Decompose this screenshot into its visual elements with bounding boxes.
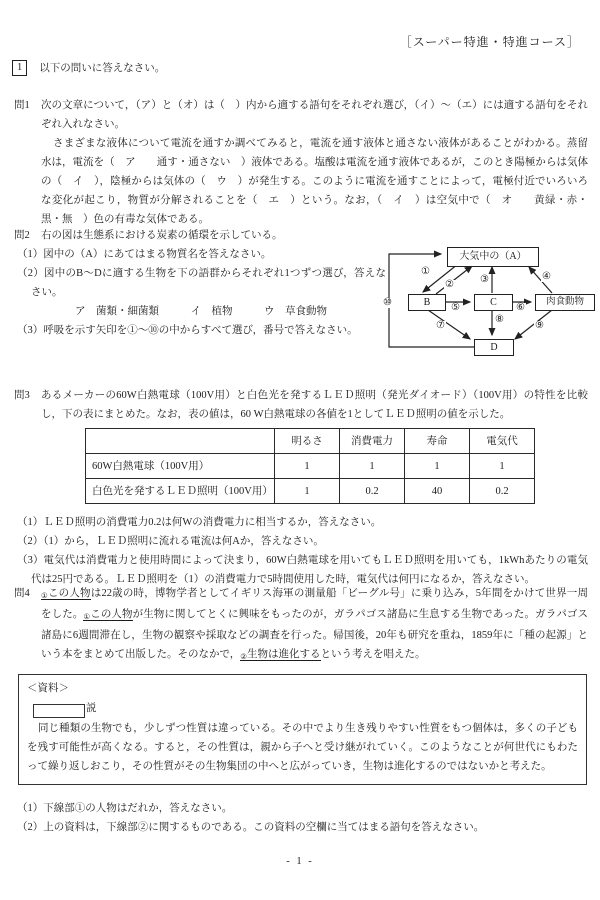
carbon-cycle-diagram [376,243,596,378]
arrow-number-8: ⑧ [495,314,504,325]
course-label: ［スーパー特進・特進コース］ [399,35,580,49]
underlined-phrase-1 [41,588,91,600]
row-label-incandescent: 60W白熱電球（100V用） [86,454,275,479]
question-3-prompt: あるメーカーの60W白熱電球（100V用）と白色光を発するＬＥＤ照明（発光ダイオード）（100V用）の特性を比較し，下の表にまとめた。なお，表の値は，60 W白熱電球の各値を1としてＬＥＤ照明の値を示した。 [41,390,588,420]
paragraph-text: という考えを唱えた。 [320,649,426,660]
question-2-item-2: （2）図中のB～Dに適する生物を下の語群からそれぞれ1つずつ選び，答えなさい。 [17,268,386,298]
question-2-prompt: 右の図は生態系における炭素の循環を示している。 [41,230,283,241]
answer-blank-box [33,704,85,718]
cell-value: 1 [275,479,340,504]
diagram-box-carnivore [535,294,595,311]
underline-marker-1b: ① [83,612,91,621]
table-header-row [86,429,535,454]
reference-body: 同じ種類の生物でも，少しずつ性質は違っている。その中でより生き残りやすい性質をもつ個体は，多くの子どもを残す可能性が高くなる。すると，その性質は，親から子へと受け継がれていく。このようなことが何世代にもわたって繰り返しおこり，その性質がその生物集団の中へと広がっていき，生物は進化するのではないかと考えた。 [27,723,578,772]
arrow-number-2: ② [445,279,454,290]
header-cell-power: 消費電力 [340,429,405,454]
arrow-number-3: ③ [480,274,489,285]
underlined-phrase-1b [83,609,132,621]
question-4-label: 問4 [14,588,30,599]
arrow-number-9: ⑨ [535,320,544,331]
question-2-label: 問2 [14,230,30,241]
cell-value: 40 [405,479,470,504]
question-4 [14,584,588,837]
diagram-box-atmosphere [447,247,539,267]
diagram-box-b-label: B [423,296,431,308]
question-4-item-1: （1）下線部①の人物はだれか，答えなさい。 [17,803,233,814]
row-label-led: 白色光を発するＬＥＤ照明（100V用） [86,479,275,504]
arrow-number-5: ⑤ [451,302,460,313]
cell-value: 0.2 [470,479,535,504]
underline-marker-2: ② [240,652,248,661]
arrow-number-10: ⑩ [383,297,392,308]
header-cell-cost: 電気代 [470,429,535,454]
diagram-box-c [474,294,513,311]
arrow-number-6: ⑥ [516,302,525,313]
question-4-paragraph [41,584,588,666]
question-1-passage: さまざまな液体について電流を通すか調べてみると，電流を通す液体と通さない液体があることがわかる。蒸留水は，電流を（ ア 通す・通さない ）液体である。塩酸は電流を通す液体であるが，このとき陽極からは気体の（ イ ），陰極からは気体の（ ウ ）が発生する。このように電流を通すことによって，電極付近でいろいろな変化が起こり，物質が分解されることを（ エ ）という。なお，（ イ ）は空気中で（ オ 黄緑・赤・黒・無 ）色の有毒な気体である。 [41,138,588,225]
blank-suffix: 説 [86,703,97,714]
underlined-text: 生物は進化する [247,649,321,660]
paragraph-text: は22歳の時，博物学者としてイギリス海軍の測量船「ビーグル号」に乗り込み，5年間をかけて世界一周をした。 [41,588,588,620]
cell-value: 1 [275,454,340,479]
question-3-label: 問3 [14,390,30,401]
underlined-phrase-2 [240,649,320,661]
question-1-prompt: 次の文章について，（ア）と（オ）は（ ）内から適する語句をそれぞれ選び，（イ）～（エ）には適する語句をそれぞれ入れなさい。 [41,100,588,130]
cell-value: 1 [340,454,405,479]
cell-value: 1 [470,454,535,479]
diagram-box-b [408,294,446,311]
section-1-heading [12,59,165,78]
cell-value: 1 [405,454,470,479]
question-3 [14,386,588,589]
question-2 [14,226,386,340]
diagram-box-c-label: C [490,296,497,308]
question-2-item-3: （3）呼吸を示す矢印を①～⑩の中からすべて選び，番号で答えなさい。 [17,325,358,336]
question-2-item-1: （1）図中の（A）にあてはまる物質名を答えなさい。 [17,249,272,260]
section-instruction: 以下の問いに答えなさい。 [39,63,166,74]
reference-title: ＜資料＞ [27,683,69,694]
question-4-item-2: （2）上の資料は，下線部②に関するものである。この資料の空欄に当てはまる語句を答えなさい。 [17,822,485,833]
question-1-label: 問1 [14,100,30,111]
question-3-item-1: （1）ＬＥＤ照明の消費電力0.2は何Wの消費電力に相当するか，答えなさい。 [17,517,382,528]
question-1 [14,96,588,229]
arrow-number-4: ④ [542,271,551,282]
table-row [86,454,535,479]
header-cell-blank [86,429,275,454]
table-row [86,479,535,504]
reference-material-box [18,674,587,785]
underlined-text: この人物 [47,588,91,599]
header-cell-brightness: 明るさ [275,429,340,454]
underline-marker-1: ① [41,591,48,600]
question-3-item-2: （2）（1）から，ＬＥＤ照明に流れる電流は何Aか，答えなさい。 [17,536,324,547]
diagram-box-d-label: D [490,341,498,353]
diagram-box-carnivore-label: 肉食動物 [545,296,584,307]
diagram-box-atmosphere-label: 大気中の（A） [459,251,527,262]
cell-value: 0.2 [340,479,405,504]
paragraph-text: が生物に関してとくに興味をもったのが，ガラパゴス諸島に生息する生物であった。ガラパゴス諸島に6週間滞在し，生物の観察や採取などの調査を行った。帰国後，20年も研究を重ね，1859年に「種の起源」という本をまとめて出版した。そのなかで， [41,609,589,660]
arrow-number-1: ① [421,266,430,277]
header-cell-lifespan: 寿命 [405,429,470,454]
diagram-box-d [474,339,514,356]
comparison-table [85,428,535,504]
underlined-text: この人物 [90,609,133,620]
question-2-options: ア 菌類・細菌類 イ 植物 ウ 草食動物 [75,306,327,317]
question-3-item-3: （3）電気代は消費電力と使用時間によって決まり，60W白熱電球を用いてもＬＥＤ照明を用いても，1kWhあたりの電気代は25円である。ＬＥＤ照明を（1）の消費電力で5時間使用した時，電気代は何円になるか，答えなさい。 [17,555,588,585]
blank-term-line [33,699,578,718]
arrow-number-7: ⑦ [436,320,445,331]
section-number-box: 1 [12,60,27,76]
page-number: - 1 - [286,856,314,867]
